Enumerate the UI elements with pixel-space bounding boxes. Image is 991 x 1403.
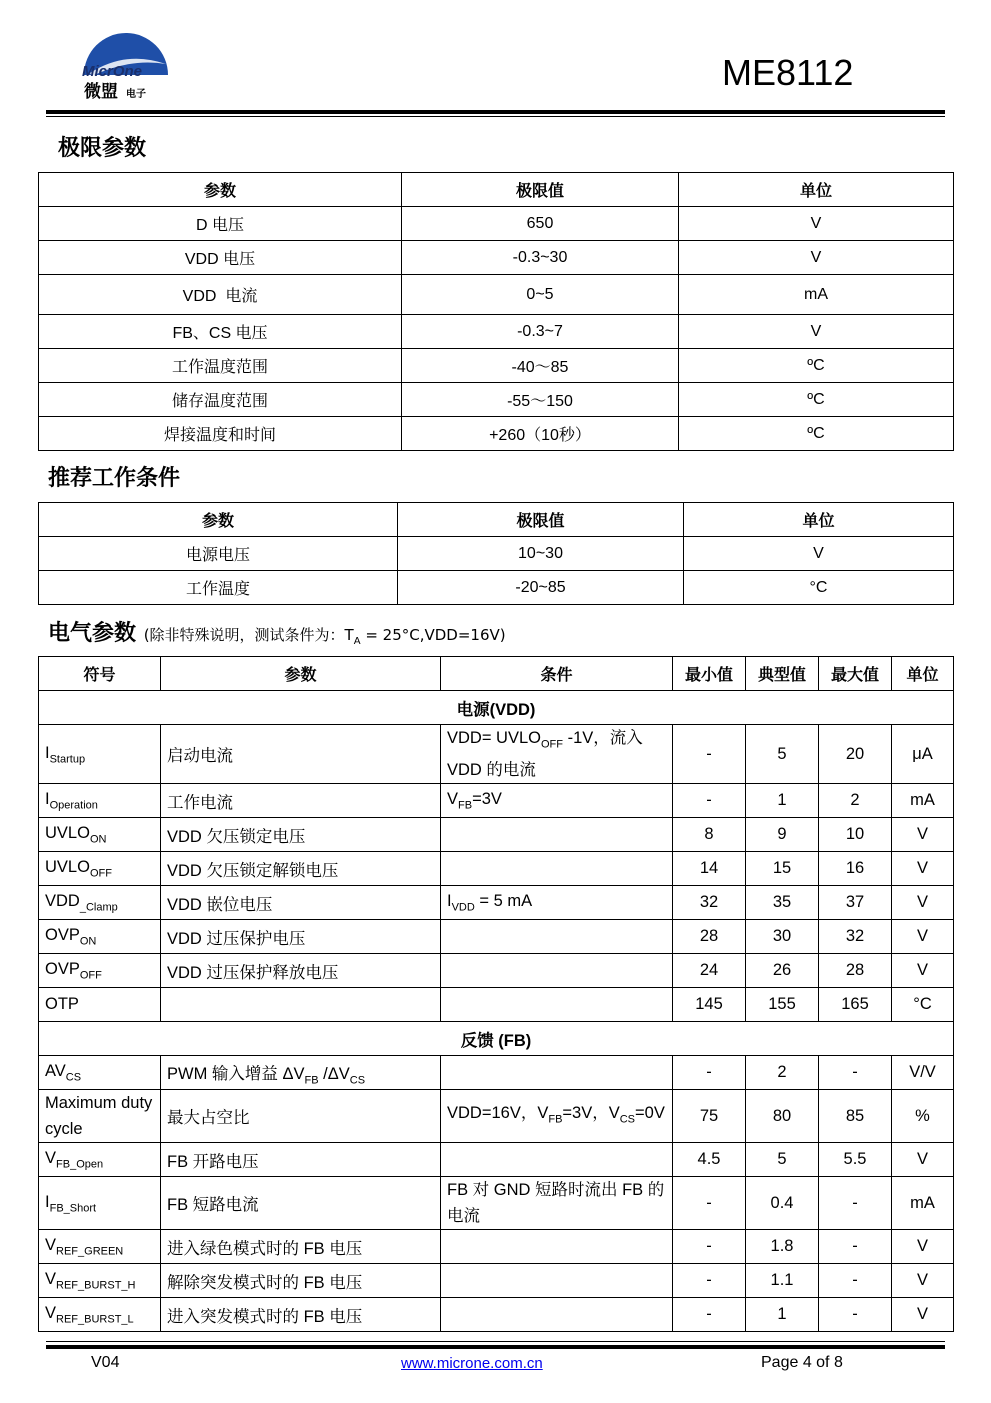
- table-row: [39, 1230, 954, 1264]
- max-cell: 85: [819, 1090, 892, 1143]
- min-cell: -: [673, 1177, 746, 1230]
- cell: 储存温度范围: [39, 383, 402, 417]
- min-cell: -: [673, 1298, 746, 1332]
- cell: ºC: [679, 417, 954, 451]
- website-link[interactable]: www.microne.com.cn: [401, 1355, 543, 1372]
- symbol-cell: Maximum duty cycle: [39, 1090, 161, 1143]
- max-cell: -: [819, 1177, 892, 1230]
- symbol-cell: [39, 988, 161, 1022]
- column-header: 最大值: [819, 657, 892, 691]
- symbol-cell: [39, 886, 161, 920]
- param-cell: FB 短路电流: [161, 1177, 441, 1230]
- table-row: [39, 417, 954, 451]
- condition-cell: [441, 988, 673, 1022]
- condition: I: [447, 892, 452, 911]
- condition-cell: [441, 920, 673, 954]
- symbol-sub: REF_GREEN: [56, 1245, 124, 1258]
- condition-cell: [441, 954, 673, 988]
- footer-rule: [46, 1345, 945, 1349]
- table-header-row: [39, 503, 954, 537]
- symbol-sub: ON: [89, 833, 107, 846]
- symbol-cell: [39, 954, 161, 988]
- recommended-table: [38, 502, 954, 605]
- cell: 焊接温度和时间: [39, 417, 402, 451]
- min-cell: 145: [673, 988, 746, 1022]
- symbol: OVP: [45, 960, 80, 979]
- condition-suffix: = 5 mA: [474, 892, 533, 911]
- abs-max-table: [38, 172, 954, 451]
- table-row: [39, 988, 954, 1022]
- cell: -0.3~30: [402, 241, 679, 275]
- condition-suffix: =3V: [472, 790, 502, 809]
- section-label: 电源(VDD): [39, 691, 954, 725]
- cell: V: [679, 241, 954, 275]
- param-cell: VDD 过压保护电压: [161, 920, 441, 954]
- symbol: V: [45, 1236, 57, 1255]
- min-cell: -: [673, 1230, 746, 1264]
- param-cell: FB 开路电压: [161, 1143, 441, 1177]
- min-cell: 14: [673, 852, 746, 886]
- cell: D 电压: [39, 207, 402, 241]
- cell: V: [679, 315, 954, 349]
- symbol: I: [45, 790, 50, 809]
- table-row: [39, 275, 954, 315]
- table-header-row: [39, 173, 954, 207]
- min-cell: 8: [673, 818, 746, 852]
- min-cell: -: [673, 1056, 746, 1090]
- unit-cell: V: [892, 852, 954, 886]
- symbol-sub: FB_Open: [56, 1158, 104, 1171]
- cell: ºC: [679, 383, 954, 417]
- min-cell: 24: [673, 954, 746, 988]
- symbol: UVLO: [45, 858, 90, 877]
- column-header: 单位: [892, 657, 954, 691]
- condition-sub: VDD: [451, 901, 475, 914]
- param-cell: [161, 1056, 441, 1090]
- param-cell: VDD 嵌位电压: [161, 886, 441, 920]
- abs-max-title: 极限参数: [58, 136, 147, 161]
- cell: -40～85: [402, 349, 679, 383]
- table-row: [39, 383, 954, 417]
- cell: -0.3~7: [402, 315, 679, 349]
- condition-cell: [441, 1056, 673, 1090]
- symbol-sub: REF_BURST_L: [56, 1313, 134, 1326]
- column-header: 参数: [39, 173, 402, 207]
- electrical-title: [48, 616, 506, 647]
- condition-cell: [441, 818, 673, 852]
- max-cell: 5.5: [819, 1143, 892, 1177]
- typ-cell: 15: [746, 852, 819, 886]
- symbol-sub: ON: [79, 935, 97, 948]
- min-cell: 28: [673, 920, 746, 954]
- unit-cell: %: [892, 1090, 954, 1143]
- unit-cell: V: [892, 1230, 954, 1264]
- unit-cell: V: [892, 818, 954, 852]
- typ-cell: 2: [746, 1056, 819, 1090]
- cell: °C: [684, 571, 954, 605]
- cell: VDD 电压: [39, 241, 402, 275]
- symbol-sub: OFF: [89, 867, 112, 880]
- table-header-row: [39, 657, 954, 691]
- version-label: V04: [91, 1354, 120, 1371]
- table-row: [39, 349, 954, 383]
- section-row-power: [39, 691, 954, 725]
- symbol-cell: [39, 1177, 161, 1230]
- max-cell: -: [819, 1264, 892, 1298]
- table-row: [39, 571, 954, 605]
- part-number: ME8112: [722, 52, 854, 93]
- typ-cell: 1: [746, 784, 819, 818]
- symbol-cell: [39, 1056, 161, 1090]
- param-cell: VDD 欠压锁定解锁电压: [161, 852, 441, 886]
- condition: V: [447, 790, 459, 809]
- cell: 工作温度范围: [39, 349, 402, 383]
- symbol-cell: [39, 784, 161, 818]
- cell: VDD 电流: [39, 275, 402, 315]
- symbol: AV: [45, 1062, 66, 1081]
- param-cell: 进入绿色模式时的 FB 电压: [161, 1230, 441, 1264]
- symbol: I: [45, 1192, 50, 1211]
- logo-text-cn-small: 电子: [126, 89, 146, 100]
- condition-cell: [441, 784, 673, 818]
- note-suffix: = 25°C,VDD=16V): [360, 626, 506, 644]
- symbol-sub: Operation: [49, 799, 98, 812]
- typ-cell: 1.8: [746, 1230, 819, 1264]
- table-row: [39, 725, 954, 784]
- condition-cell: FB 对 GND 短路时流出 FB 的电流: [441, 1177, 673, 1230]
- param-cell: 启动电流: [161, 725, 441, 784]
- symbol-cell: [39, 725, 161, 784]
- unit-cell: V: [892, 1264, 954, 1298]
- cell: -20~85: [398, 571, 684, 605]
- cell: 0~5: [402, 275, 679, 315]
- symbol-cell: [39, 818, 161, 852]
- recommended-title: 推荐工作条件: [48, 466, 181, 491]
- table-row: [39, 537, 954, 571]
- symbol-cell: [39, 920, 161, 954]
- condition: =3V，V: [562, 1104, 620, 1123]
- typ-cell: 5: [746, 1143, 819, 1177]
- unit-cell: V: [892, 1143, 954, 1177]
- unit-cell: mA: [892, 784, 954, 818]
- max-cell: 2: [819, 784, 892, 818]
- table-row: [39, 315, 954, 349]
- condition-suffix: -1V，流入 VDD 的电流: [447, 729, 643, 780]
- symbol: V: [45, 1149, 57, 1168]
- param-text: /ΔV: [318, 1064, 350, 1083]
- param-cell: 解除突发模式时的 FB 电压: [161, 1264, 441, 1298]
- column-header: 典型值: [746, 657, 819, 691]
- table-row: [39, 818, 954, 852]
- column-header: 极限值: [398, 503, 684, 537]
- symbol: VDD: [45, 892, 80, 911]
- section-label: 反馈 (FB): [39, 1022, 954, 1056]
- condition: VDD= UVLO: [447, 729, 541, 747]
- electrical-table: [38, 656, 954, 1332]
- column-header: 单位: [684, 503, 954, 537]
- symbol: I: [45, 743, 50, 762]
- condition-cell: [441, 1264, 673, 1298]
- column-header: 参数: [39, 503, 398, 537]
- column-header: 符号: [39, 657, 161, 691]
- max-cell: -: [819, 1056, 892, 1090]
- symbol-sub: CS: [65, 1071, 82, 1084]
- test-condition-note: [143, 626, 506, 647]
- typ-cell: 1: [746, 1298, 819, 1332]
- symbol-cell: [39, 1143, 161, 1177]
- table-row: [39, 1056, 954, 1090]
- column-header: 极限值: [402, 173, 679, 207]
- typ-cell: 9: [746, 818, 819, 852]
- table-row: [39, 241, 954, 275]
- param-cell: VDD 欠压锁定电压: [161, 818, 441, 852]
- unit-cell: V: [892, 886, 954, 920]
- table-row: [39, 886, 954, 920]
- unit-cell: V: [892, 1298, 954, 1332]
- symbol-cell: [39, 1264, 161, 1298]
- max-cell: 28: [819, 954, 892, 988]
- typ-cell: 80: [746, 1090, 819, 1143]
- symbol: V: [45, 1304, 57, 1323]
- param-cell: 最大占空比: [161, 1090, 441, 1143]
- param-sub: CS: [349, 1073, 366, 1086]
- condition-cell: [441, 1230, 673, 1264]
- symbol-sub: REF_BURST_H: [56, 1279, 136, 1292]
- typ-cell: 30: [746, 920, 819, 954]
- min-cell: -: [673, 784, 746, 818]
- cell: V: [684, 537, 954, 571]
- condition-cell: [441, 725, 673, 784]
- cell: +260（10秒）: [402, 417, 679, 451]
- header-rule-thin: [46, 116, 945, 117]
- condition-cell: [441, 852, 673, 886]
- unit-cell: μA: [892, 725, 954, 784]
- unit-cell: V: [892, 920, 954, 954]
- symbol-sub: FB_Short: [49, 1201, 97, 1214]
- table-row: [39, 852, 954, 886]
- table-row: [39, 1298, 954, 1332]
- cell: ºC: [679, 349, 954, 383]
- table-row: [39, 1177, 954, 1230]
- param-sub: FB: [304, 1073, 319, 1086]
- max-cell: 10: [819, 818, 892, 852]
- column-header: 参数: [161, 657, 441, 691]
- table-row: [39, 1264, 954, 1298]
- table-row: [39, 1090, 954, 1143]
- max-cell: -: [819, 1298, 892, 1332]
- symbol: OTP: [45, 995, 79, 1014]
- cell: -55～150: [402, 383, 679, 417]
- condition: VDD=16V，V: [447, 1104, 549, 1123]
- unit-cell: mA: [892, 1177, 954, 1230]
- cell: 工作温度: [39, 571, 398, 605]
- condition-sub: FB: [458, 799, 473, 812]
- logo-text-cn: 微盟: [84, 82, 118, 102]
- electrical-title-text: 电气参数: [48, 621, 137, 646]
- column-header: 最小值: [673, 657, 746, 691]
- max-cell: 32: [819, 920, 892, 954]
- condition-sub: CS: [619, 1113, 636, 1126]
- typ-cell: 1.1: [746, 1264, 819, 1298]
- table-row: [39, 954, 954, 988]
- column-header: 单位: [679, 173, 954, 207]
- param-cell: 工作电流: [161, 784, 441, 818]
- symbol: V: [45, 1270, 57, 1289]
- symbol-cell: [39, 1298, 161, 1332]
- condition: =0V: [635, 1104, 665, 1123]
- company-logo: [80, 20, 180, 105]
- max-cell: 16: [819, 852, 892, 886]
- cell: 650: [402, 207, 679, 241]
- table-row: [39, 1143, 954, 1177]
- table-row: [39, 920, 954, 954]
- note-prefix: (除非特殊说明，测试条件为：T: [143, 626, 354, 644]
- symbol-cell: [39, 852, 161, 886]
- param-cell: 进入突发模式时的 FB 电压: [161, 1298, 441, 1332]
- footer-rule-thin: [46, 1341, 945, 1342]
- condition-sub: OFF: [541, 738, 563, 751]
- cell: 电源电压: [39, 537, 398, 571]
- cell: V: [679, 207, 954, 241]
- note-sub: A: [353, 636, 361, 647]
- header-rule: [46, 110, 945, 114]
- unit-cell: °C: [892, 988, 954, 1022]
- max-cell: 37: [819, 886, 892, 920]
- table-row: [39, 207, 954, 241]
- typ-cell: 0.4: [746, 1177, 819, 1230]
- cell: mA: [679, 275, 954, 315]
- min-cell: 4.5: [673, 1143, 746, 1177]
- min-cell: -: [673, 1264, 746, 1298]
- unit-cell: V/V: [892, 1056, 954, 1090]
- typ-cell: 155: [746, 988, 819, 1022]
- section-row-fb: [39, 1022, 954, 1056]
- typ-cell: 26: [746, 954, 819, 988]
- condition-cell: [441, 1143, 673, 1177]
- min-cell: 32: [673, 886, 746, 920]
- logo-text-en: MicrOne: [82, 63, 143, 80]
- param-text: PWM 输入增益 ΔV: [167, 1064, 305, 1083]
- page-number: Page 4 of 8: [761, 1354, 843, 1371]
- cell: FB、CS 电压: [39, 315, 402, 349]
- min-cell: -: [673, 725, 746, 784]
- symbol-sub: _Clamp: [79, 901, 118, 914]
- typ-cell: 35: [746, 886, 819, 920]
- cell: 10~30: [398, 537, 684, 571]
- symbol-cell: [39, 1230, 161, 1264]
- condition-sub: FB: [548, 1113, 563, 1126]
- max-cell: 20: [819, 725, 892, 784]
- max-cell: -: [819, 1230, 892, 1264]
- max-cell: 165: [819, 988, 892, 1022]
- condition-cell: [441, 1090, 673, 1143]
- column-header: 条件: [441, 657, 673, 691]
- condition-cell: [441, 1298, 673, 1332]
- symbol-sub: Startup: [49, 752, 86, 765]
- symbol-sub: OFF: [79, 969, 102, 982]
- table-row: [39, 784, 954, 818]
- param-cell: VDD 过压保护释放电压: [161, 954, 441, 988]
- symbol: OVP: [45, 926, 80, 945]
- symbol: UVLO: [45, 824, 90, 843]
- min-cell: 75: [673, 1090, 746, 1143]
- unit-cell: V: [892, 954, 954, 988]
- condition-cell: [441, 886, 673, 920]
- typ-cell: 5: [746, 725, 819, 784]
- param-cell: [161, 988, 441, 1022]
